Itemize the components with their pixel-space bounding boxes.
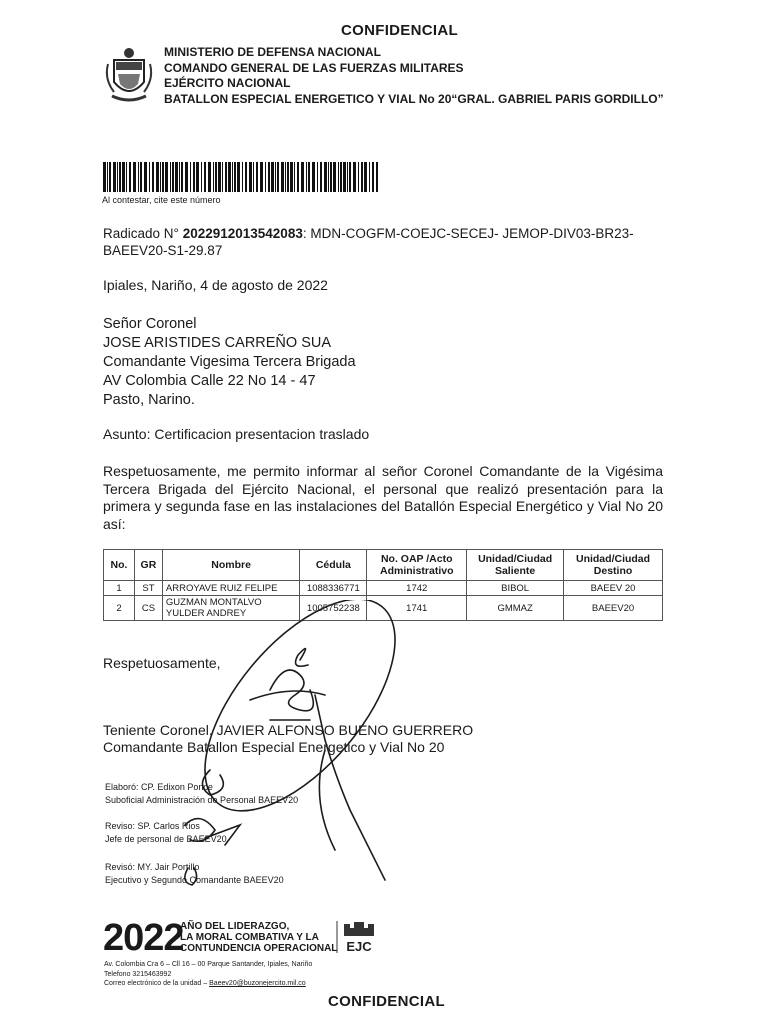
table-cell: CS <box>134 596 162 621</box>
signer-title: Comandante Batallon Especial Energetico y Vial No 20 <box>103 739 445 755</box>
signer-name: Teniente Coronel. JAVIER ALFONSO BUENO GUERRERO <box>103 722 474 738</box>
table-cell: 1742 <box>367 581 467 596</box>
table-cell: ARROYAVE RUIZ FELIPE <box>162 581 299 596</box>
credit-line: Reviso: SP. Carlos Rios <box>105 821 200 831</box>
subject-line: Asunto: Certificacion presentacion traslado <box>103 426 370 442</box>
barcode-bar <box>358 162 359 192</box>
footer-email-label: Correo electrónico de la unidad – <box>104 980 208 987</box>
barcode-bar <box>324 162 327 192</box>
credit-line: Elaboró: CP. Edixon Ponce <box>105 782 213 792</box>
barcode-bar <box>215 162 217 192</box>
barcode-bar <box>179 162 180 192</box>
barcode-bar <box>109 162 111 192</box>
barcode-bar <box>208 162 211 192</box>
barcode-bar <box>249 162 252 192</box>
barcode-bar <box>133 162 136 192</box>
filing-label: Radicado N° <box>103 226 179 241</box>
barcode-bar <box>228 162 231 192</box>
classification-top: CONFIDENCIAL <box>341 22 458 39</box>
table-header-cell: Unidad/Ciudad Saliente <box>467 550 564 581</box>
addressee-salutation: Señor Coronel <box>103 316 197 332</box>
barcode-bar <box>271 162 274 192</box>
barcode-caption: Al contestar, cite este número <box>102 195 221 205</box>
barcode-bar <box>156 162 159 192</box>
filing-code: : MDN-COGFM-COEJC-SECEJ- JEMOP-DIV03-BR23-BAEEV20-S1-29.87 <box>103 226 634 258</box>
barcode-bar <box>277 162 279 192</box>
barcode-bar <box>113 162 116 192</box>
footer-motto <box>180 921 337 954</box>
barcode-bar <box>242 162 243 192</box>
barcode-bar <box>181 162 183 192</box>
barcode-bar <box>285 162 286 192</box>
footer-phone: Telefono 3215463992 <box>104 970 172 978</box>
barcode-bar <box>196 162 199 192</box>
barcode-bar <box>281 162 284 192</box>
classification-bottom: CONFIDENCIAL <box>328 993 445 1010</box>
table-header-row <box>104 550 663 581</box>
barcode-bar <box>320 162 322 192</box>
barcode-bar <box>103 162 106 192</box>
barcode <box>103 162 378 192</box>
footer-year: 2022 <box>103 917 184 959</box>
barcode-bar <box>245 162 247 192</box>
barcode-bar <box>253 162 254 192</box>
barcode-bar <box>301 162 304 192</box>
barcode-bar <box>193 162 195 192</box>
barcode-bar <box>170 162 171 192</box>
table-header-cell: GR <box>134 550 162 581</box>
barcode-bar <box>308 162 310 192</box>
table-cell: BAEEV 20 <box>564 581 663 596</box>
date-line: Ipiales, Nariño, 4 de agosto de 2022 <box>103 277 328 293</box>
barcode-bar <box>162 162 164 192</box>
table-header-cell: No. OAP /Acto Administrativo <box>367 550 467 581</box>
letterhead-line: MINISTERIO DE DEFENSA NACIONAL <box>164 45 381 59</box>
handwritten-signature <box>150 600 450 900</box>
motto-line: LA MORAL COMBATIVA Y LA <box>180 932 319 943</box>
barcode-bar <box>330 162 332 192</box>
letterhead-line: BATALLON ESPECIAL ENERGETICO Y VIAL No 20“GRAL. GABRIEL PARIS GORDILLO” <box>164 91 664 106</box>
barcode-bar <box>218 162 221 192</box>
barcode-bar <box>333 162 336 192</box>
barcode-bar <box>294 162 295 192</box>
body-paragraph: Respetuosamente, me permito informar al señor Coronel Comandante de la Vigésima Tercera Brigada del Ejército Nacional, el personal que realizó presentación para la primera y segunda fase en las instalaciones del Batallón Especial Energético y Vial No 20 así: <box>103 463 663 532</box>
credit-line: Revisó: MY. Jair Portillo <box>105 862 200 872</box>
barcode-bar <box>204 162 206 192</box>
barcode-bar <box>290 162 293 192</box>
logo-text: EJC <box>346 939 372 954</box>
table-header-cell: No. <box>104 550 135 581</box>
barcode-bar <box>297 162 299 192</box>
barcode-bar <box>172 162 174 192</box>
addressee-city: Pasto, Narino. <box>103 392 195 408</box>
barcode-bar <box>213 162 214 192</box>
barcode-bar <box>126 162 127 192</box>
barcode-bar <box>287 162 289 192</box>
barcode-bar <box>338 162 339 192</box>
letterhead <box>164 45 664 107</box>
barcode-bar <box>165 162 168 192</box>
table-header-cell: Unidad/Ciudad Destino <box>564 550 663 581</box>
credit-line: Jefe de personal de BAEEV20 <box>105 834 227 844</box>
addressee-street: AV Colombia Calle 22 No 14 - 47 <box>103 373 316 389</box>
barcode-bar <box>149 162 150 192</box>
letterhead-line: COMANDO GENERAL DE LAS FUERZAS MILITARES <box>164 60 464 75</box>
barcode-bar <box>138 162 139 192</box>
footer-street: Av. Colombia Cra 6 – Cll 16 – 00 Parque Santander, Ipiales, Nariño <box>104 961 313 968</box>
barcode-bar <box>201 162 202 192</box>
barcode-bar <box>372 162 374 192</box>
closing-line: Respetuosamente, <box>103 655 221 671</box>
barcode-bar <box>349 162 351 192</box>
barcode-bar <box>190 162 191 192</box>
credit-line: Suboficial Administración de Personal BAEEV20 <box>105 795 299 805</box>
filing-number-value: 2022912013542083 <box>182 226 303 241</box>
barcode-bar <box>122 162 125 192</box>
footer-email-link[interactable]: Baeev20@buzonejercito.mil.co <box>209 980 306 987</box>
barcode-bar <box>369 162 370 192</box>
barcode-bar <box>119 162 121 192</box>
barcode-bar <box>225 162 227 192</box>
table-cell: 1088336771 <box>300 581 367 596</box>
motto-line: AÑO DEL LIDERAZGO, <box>180 921 290 932</box>
barcode-bar <box>237 162 240 192</box>
barcode-bar <box>117 162 118 192</box>
addressee-block <box>103 315 356 410</box>
table-cell: GMMAZ <box>467 596 564 621</box>
footer-email-line <box>104 979 312 989</box>
barcode-bar <box>260 162 263 192</box>
barcode-bar <box>376 162 378 192</box>
barcode-bar <box>234 162 236 192</box>
table-cell: GUZMAN MONTALVO YULDER ANDREY <box>162 596 299 621</box>
table-cell: ST <box>134 581 162 596</box>
barcode-bar <box>107 162 108 192</box>
barcode-bar <box>268 162 270 192</box>
barcode-bar <box>275 162 276 192</box>
barcode-bar <box>343 162 346 192</box>
barcode-bar <box>347 162 348 192</box>
barcode-bar <box>265 162 266 192</box>
filing-number <box>103 225 663 259</box>
barcode-bar <box>364 162 367 192</box>
table-cell: BAEEV20 <box>564 596 663 621</box>
barcode-bar <box>232 162 233 192</box>
addressee-position: Comandante Vigesima Tercera Brigada <box>103 354 356 370</box>
table-cell: 2 <box>104 596 135 621</box>
barcode-bar <box>361 162 363 192</box>
barcode-bar <box>160 162 161 192</box>
table-cell: BIBOL <box>467 581 564 596</box>
coat-of-arms-icon <box>104 44 154 104</box>
barcode-bar <box>306 162 307 192</box>
barcode-bar <box>340 162 342 192</box>
credit-line: Ejecutivo y Segundo Comandante BAEEV20 <box>105 875 284 885</box>
table-row <box>104 581 663 596</box>
barcode-bar <box>328 162 329 192</box>
letterhead-line: EJÉRCITO NACIONAL <box>164 76 291 90</box>
barcode-bar <box>317 162 318 192</box>
table-header-cell: Nombre <box>162 550 299 581</box>
footer-address <box>104 960 312 989</box>
barcode-bar <box>353 162 356 192</box>
motto-line: CONTUNDENCIA OPERACIONAL <box>180 943 338 954</box>
barcode-bar <box>312 162 315 192</box>
barcode-bar <box>129 162 131 192</box>
table-cell: 1005752238 <box>300 596 367 621</box>
barcode-bar <box>140 162 142 192</box>
table-cell: 1 <box>104 581 135 596</box>
barcode-bar <box>144 162 147 192</box>
barcode-bar <box>256 162 258 192</box>
table-header-cell: Cédula <box>300 550 367 581</box>
table-cell: 1741 <box>367 596 467 621</box>
barcode-bar <box>222 162 223 192</box>
army-logo-icon <box>334 918 384 956</box>
addressee-name: JOSE ARISTIDES CARREÑO SUA <box>103 335 332 351</box>
barcode-bar <box>175 162 178 192</box>
barcode-bar <box>185 162 188 192</box>
barcode-bar <box>152 162 154 192</box>
